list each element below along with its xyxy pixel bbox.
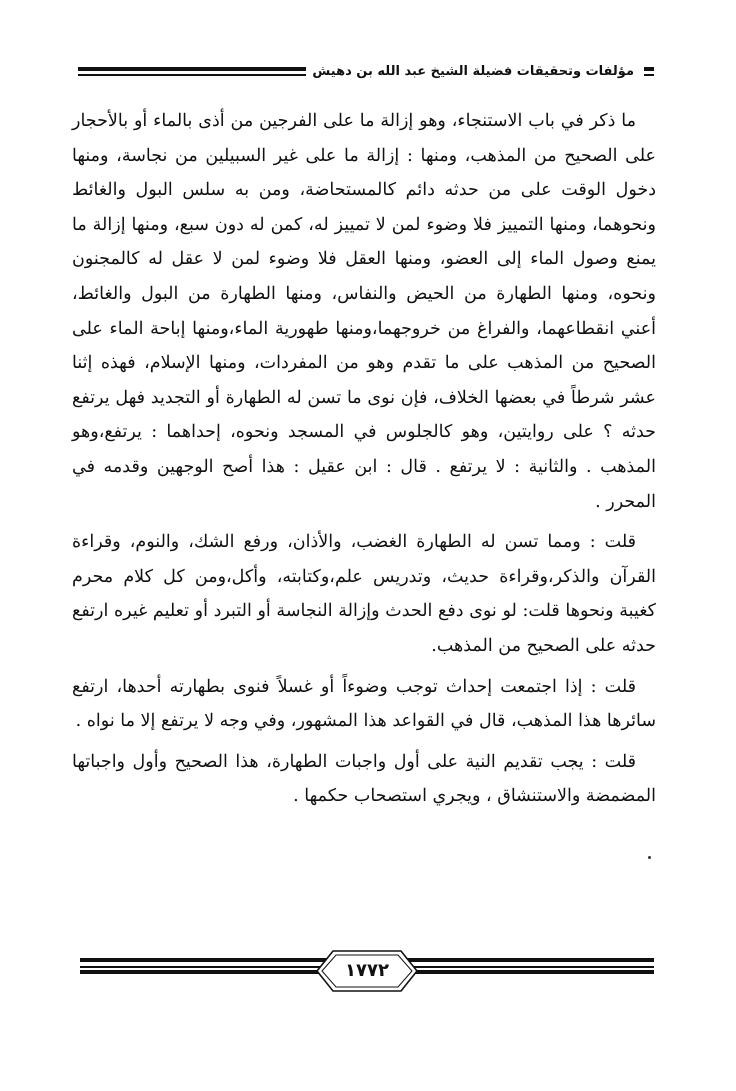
paragraph-2: قلت : ومما تسن له الطهارة الغضب، والأذان، ورفع الشك، والنوم، وقراءة القرآن والذكر،وقراءة حديث، وتدريس علم،وكتابته، وأكل،ومن كل كلام محرم كغيبة ونحوها قلت: لو نوى دفع الحدث وإزالة النجاسة أو التبرد أو تعليم غيره ارتفع حدثه على الصحيح من المذهب.	[72, 532, 656, 656]
header-title: مؤلفات وتحقيقات فضيلة الشيخ عبد الله بن دهيش	[306, 60, 640, 84]
paragraph-3: قلت : إذا اجتمعت إحداث توجب وضوءاً أو غسلاً فنوى بطهارته أحدها، ارتفع سائرها هذا المذهب، قال في القواعد هذا المشهور، وفي وجه لا يرتفع إلا ما نواه .	[72, 676, 656, 732]
page-number-badge	[313, 948, 421, 994]
page-number: ١٧٧٢	[345, 960, 389, 981]
scan-speck	[648, 856, 651, 859]
paragraph-4: قلت : يجب تقديم النية على أول واجبات الطهارة، هذا الصحيح وأول واجباتها المضمضة والاستنشاق ، ويجري استصحاب حكمها .	[72, 751, 656, 807]
page-body	[72, 104, 656, 814]
page-footer	[80, 948, 654, 1008]
paragraph-1: ما ذكر في باب الاستنجاء، وهو إزالة ما على الفرجين من أذى بالماء أو بالأحجار على الصحيح من المذهب، ومنها : إزالة ما على غير السبيلين من نجاسة، ومنها دخول الوقت على من حدثه دائم كالمستحاضة، ومن به سلس البول والغائط ونحوهما، ومنها التمييز فلا وضوء لمن لا تمييز له، كمن له دون سبع، ومنها إزالة ما يمنع وصول الماء إلى العضو، ومنها العقل فلا وضوء لمن لا عقل له كالمجنون ونحوه، ومنها الطهارة من الحيض والنفاس، ومنها الطهارة من البول والغائط، أعني انقطاعهما، والفراغ من خروجهما،ومنها طهورية الماء،ومنها إباحة الماء على الصحيح من المذهب على ما تقدم وهو من المفردات، ومنها الإسلام، فهذه إثنا عشر شرطاً في بعضها الخلاف، فإن نوى ما تسن له الطهارة أو التجديد فهل يرتفع حدثه ؟ على روايتين، وهو كالجلوس في المسجد ونحوه، إحداهما : يرتفع،وهو المذهب . والثانية : لا يرتفع . قال : ابن عقيل : هذا أصح الوجهين وقدمه في المحرر .	[72, 111, 656, 512]
running-header	[78, 60, 654, 90]
